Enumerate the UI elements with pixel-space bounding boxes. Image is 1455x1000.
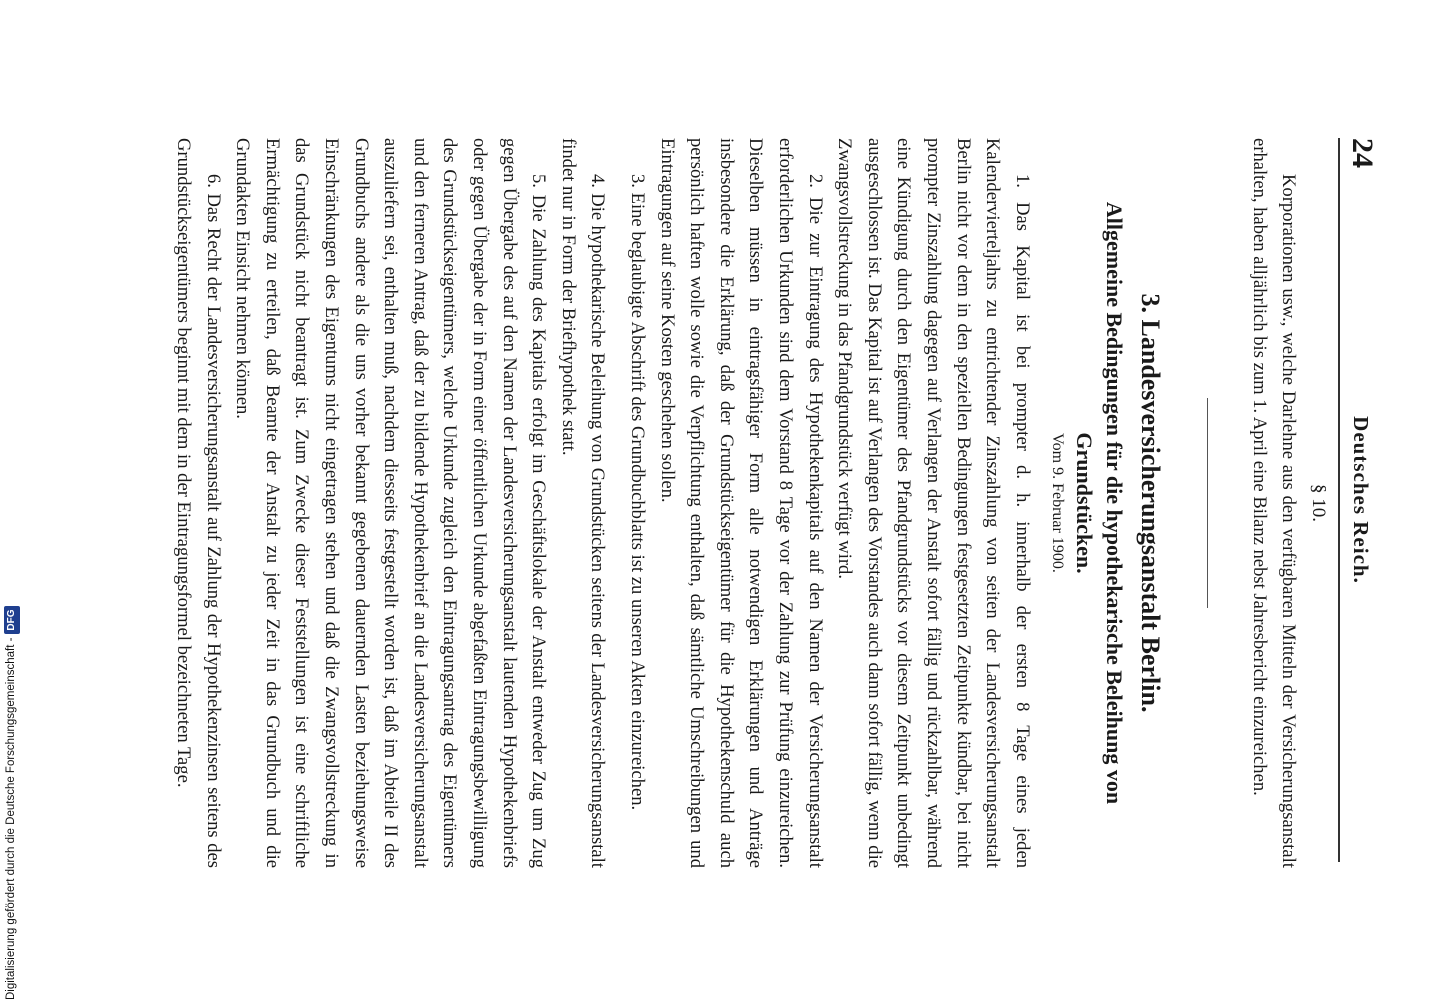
document-date: Vom 9. Februar 1900. bbox=[1048, 433, 1066, 573]
document-title: 3. Landesversicherungsanstalt Berlin. bbox=[1135, 293, 1165, 713]
digitization-credit bbox=[0, 0, 22, 1000]
page-header bbox=[1335, 138, 1379, 862]
paragraph-5: 5. Die Zahlung des Kapitals erfolgt im Geschäftslokale der Anstalt entweder Zug um Zug gegen Übergabe des auf den Namen der Landesversicherungsanstalt lautenden Hypothekenbriefs oder gegen Übergabe der in Form einer öffentlichen Urkunde abgefaßten Eintragungsbewilligung des Grundstückseigentümers, welche Urkunde zugleich den Eintragungsantrag des Eigentümers und den ferneren Antrag, daß der zu bildende Hypothekenbrief an die Landesversicherungsanstalt auszuliefern sei, enthalten muß, nachdem diesseits festgestellt worden ist, daß im Abteile II des Grundbuchs andere als die uns vorher bekannt gegebenen dauernden Lasten beziehungsweise Einschränkungen des Eigentums nicht eingetragen stehen und daß die Zwangsvollstreckung in das Grundstück nicht beantragt ist. Zum Zwecke dieser Feststellungen ist eine schriftliche Ermächtigung zu erteilen, daß Beamte der Anstalt zu jeder Zeit in das Grundbuch und die Grundakten Einsicht nehmen können. bbox=[232, 138, 550, 868]
paragraph-6: 6. Das Recht der Landesversicherungsanstalt auf Zahlung der Hypothekenzinsen seitens des Grundstückseigentümers beginnt mit dem in der Eintragungsformel bezeichneten Tage. bbox=[173, 138, 224, 868]
dfg-logo-badge: DFG bbox=[4, 606, 20, 633]
section-number: § 10. bbox=[1308, 484, 1329, 522]
credit-text: Digitalisierung gefördert durch die Deutsche Forschungsgemeinschaft - bbox=[5, 637, 17, 1000]
paragraph-3: 3. Eine beglaubigte Abschrift des Grundbuchblatts ist zu unseren Akten einzureichen. bbox=[627, 174, 648, 811]
paragraph-4: 4. Die hypothekarische Beleihung von Grundstücken seitens der Landesversicherungsanstalt findet nur in Form der Briefhypothek statt. bbox=[557, 138, 609, 868]
paragraph-2: 2. Die zur Eintragung des Hypothekenkapitals auf den Namen der Versicherungsanstalt erforderlichen Urkunden sind dem Vorstand 8 Tage vor der Zahlung zur Prüfung einzureichen. Dieselben müssen in eintragsfähiger Form alle notwendigen Erklärungen und Anträge insbesondere die Erklärung, daß der Grundstückseigentümer für die Hypothekenschuld auch persönlich haften wolle sowie die Verpflichtung enthalten, daß sämtliche Umschreibungen und Eintragungen auf seine Kosten geschehen sollen. bbox=[656, 138, 826, 868]
page-body bbox=[169, 138, 1336, 868]
running-title: Deutsches Reich. bbox=[1349, 416, 1373, 584]
section-divider bbox=[1207, 398, 1209, 608]
page-number: 24 bbox=[1346, 138, 1379, 168]
header-rule bbox=[1338, 138, 1340, 862]
document-subtitle: Allgemeine Bedingungen für die hypothekarische Beleihung von Grundstücken. bbox=[1071, 201, 1127, 805]
section-text: Korporationen usw., welche Darlehne aus den verfügbaren Mitteln der Versicherungsanstalt erhalten, haben alljährlich bis zum 1. April eine Bilanz nebst Jahresbericht einzureichen. bbox=[1248, 138, 1300, 868]
paragraph-1: 1. Das Kapital ist bei prompter d. h. innerhalb der ersten 8 Tage eines jeden Kalendervierteljahrs zu entrichtender Zinszahlung von seiten der Landesversicherungsanstalt Berlin nicht vor dem in den speziellen Bedingungen festgesetzten Zeitpunkte kündbar, bei nicht prompter Zinszahlung dagegen auf Verlangen der Anstalt sofort fällig und rückzahlbar, während eine Kündigung durch den Eigentümer des Pfandgrundstücks vor diesem Zeitpunkt unbedingt ausgeschlossen ist. Das Kapital ist auf Verlangen des Vorstandes auch dann sofort fällig, wenn die Zwangsvollstreckung in das Pfandgrundstück verfügt wird. bbox=[834, 138, 1033, 868]
